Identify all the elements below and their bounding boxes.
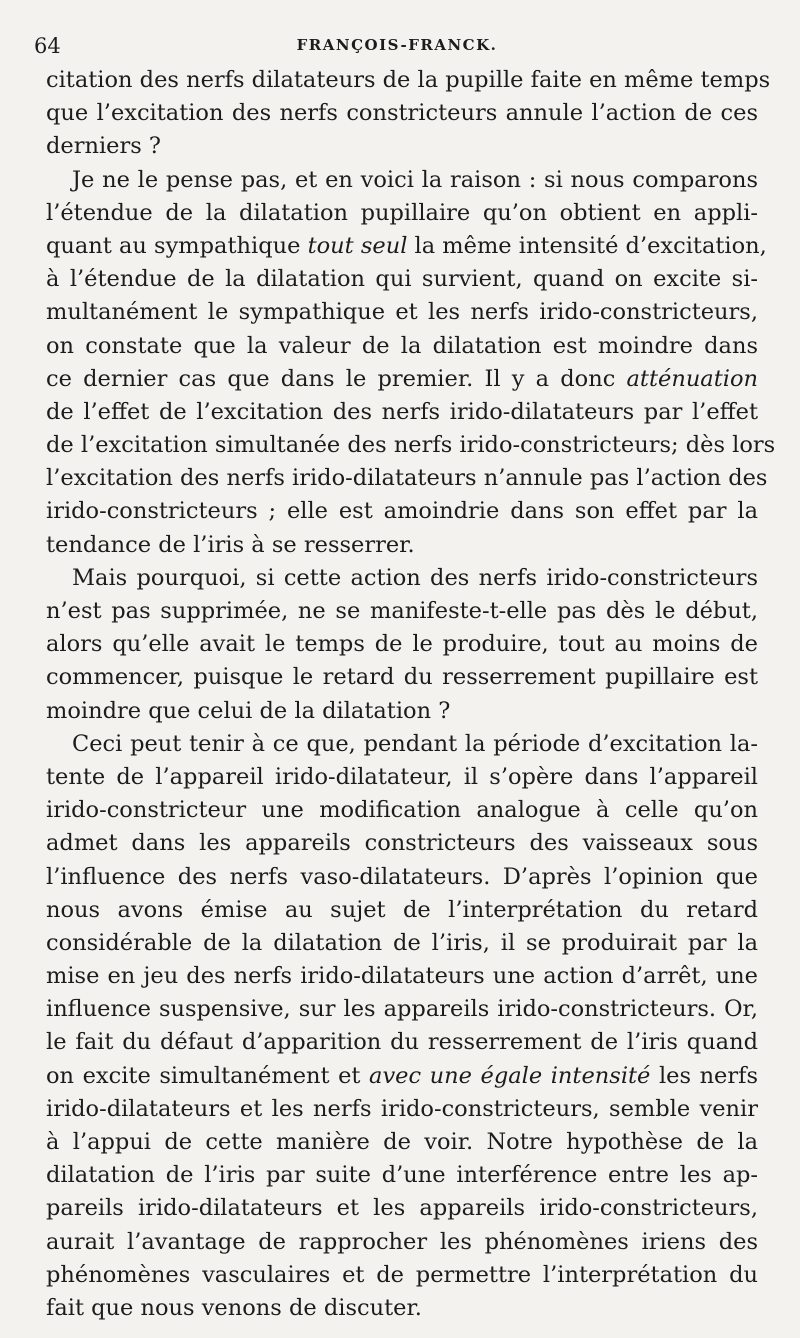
text-segment: la même intensité d’excitation, (407, 232, 767, 259)
text-line (46, 661, 758, 694)
text-line (46, 97, 758, 130)
text-segment: phénomènes vasculaires et de permettre l’interprétation du (46, 1261, 758, 1288)
text-segment: mise en jeu des nerfs irido-dilatateurs une action d’arrêt, une (46, 963, 758, 990)
text-line (46, 429, 776, 462)
text-line (46, 728, 758, 761)
text-segment: les nerfs (650, 1062, 759, 1089)
text-segment: le fait du défaut d’apparition du resserrement de l’iris quand (46, 1029, 758, 1056)
text-line (46, 827, 758, 860)
text-line (46, 1226, 758, 1259)
text-segment: Mais pourquoi, si cette action des nerfs irido-constricteurs (72, 564, 758, 591)
text-segment: citation des nerfs dilatateurs de la pupille faite en même temps (46, 67, 771, 93)
text-line (46, 1026, 758, 1059)
text-line (46, 761, 758, 794)
text-segment: moindre que celui de la dilatation ? (46, 697, 451, 724)
text-segment: tendance de l’iris à se resserrer. (46, 531, 415, 558)
text-segment: alors qu’elle avait le temps de le produire, tout au moins de (46, 631, 758, 658)
text-line (46, 562, 758, 595)
text-line (46, 363, 758, 396)
text-segment: on constate que la valeur de la dilatation est moindre dans (46, 332, 758, 359)
text-segment: commencer, puisque le retard du resserrement pupillaire est (46, 664, 758, 691)
text-segment: de l’effet de l’excitation des nerfs irido-dilatateurs par l’effet (46, 398, 758, 425)
text-segment: tente de l’appareil irido-dilatateur, il s’opère dans l’appareil (46, 763, 758, 790)
text-segment: irido-constricteurs ; elle est amoindrie dans son effet par la (46, 498, 758, 525)
page-header (34, 30, 760, 60)
text-line (46, 1126, 758, 1159)
text-line (46, 1093, 758, 1126)
paragraph (46, 164, 776, 562)
text-line (46, 197, 758, 230)
text-segment: dilatation de l’iris par suite d’une interférence entre les ap- (46, 1162, 758, 1189)
text-line (46, 1060, 758, 1093)
text-line (46, 993, 758, 1026)
italic-segment: atténuation (626, 365, 758, 392)
text-line (46, 960, 758, 993)
text-line (46, 495, 758, 528)
text-segment: multanément le sympathique et les nerfs irido-constricteurs, (46, 299, 758, 326)
body-text (46, 64, 776, 1325)
text-line (46, 296, 758, 329)
text-segment: admet dans les appareils constricteurs des vaisseaux sous (46, 830, 758, 857)
text-line (46, 130, 758, 163)
page-number: 64 (34, 34, 61, 58)
text-segment: à l’étendue de la dilatation qui survient, quand on excite si- (46, 266, 758, 293)
running-title: FRANÇOIS-FRANCK. (296, 36, 498, 54)
text-line (46, 927, 758, 960)
text-segment: l’étendue de la dilatation pupillaire qu’on obtient en appli- (46, 199, 758, 226)
text-segment: irido-constricteur une modification analogue à celle qu’on (46, 797, 758, 824)
text-segment: irido-dilatateurs et les nerfs irido-constricteurs, semble venir (46, 1095, 758, 1122)
text-segment: influence suspensive, sur les appareils irido-constricteurs. Or, (46, 996, 758, 1023)
text-segment: Je ne le pense pas, et en voici la raison : si nous comparons (72, 166, 758, 193)
text-line (46, 695, 758, 728)
text-segment: quant au sympathique (46, 232, 308, 259)
text-line (46, 330, 758, 363)
text-segment: considérable de la dilatation de l’iris, il se produirait par la (46, 929, 758, 956)
text-segment: nous avons émise au sujet de l’interprétation du retard (46, 896, 758, 923)
text-line (46, 64, 771, 97)
text-line (46, 1259, 758, 1292)
text-line (46, 595, 758, 628)
text-line (46, 230, 767, 263)
text-line (46, 628, 758, 661)
paragraph (46, 562, 758, 728)
text-line (46, 396, 758, 429)
text-line (46, 794, 758, 827)
text-segment: l’excitation des nerfs irido-dilatateurs n’annule pas l’action des (46, 465, 768, 492)
text-line (46, 1292, 758, 1325)
text-line (46, 1192, 758, 1225)
paragraph (46, 728, 758, 1325)
text-segment: derniers ? (46, 133, 161, 160)
text-segment: à l’appui de cette manière de voir. Notre hypothèse de la (46, 1129, 758, 1155)
text-segment: pareils irido-dilatateurs et les appareils irido-constricteurs, (46, 1195, 758, 1222)
text-segment: l’influence des nerfs vaso-dilatateurs. D’après l’opinion que (46, 863, 758, 890)
italic-segment: avec une égale intensité (369, 1062, 651, 1089)
text-segment: aurait l’avantage de rapprocher les phénomènes iriens des (46, 1228, 758, 1255)
text-segment: Ceci peut tenir à ce que, pendant la période d’excitation la- (72, 730, 758, 757)
text-segment: de l’excitation simultanée des nerfs irido-constricteurs; dès lors (46, 432, 776, 459)
text-line (46, 894, 758, 927)
text-segment: n’est pas supprimée, ne se manifeste-t-elle pas dès le début, (46, 598, 758, 624)
text-line (46, 861, 758, 894)
text-segment: fait que nous venons de discuter. (46, 1294, 422, 1321)
text-line (46, 529, 758, 562)
text-line (46, 164, 758, 197)
text-segment: que l’excitation des nerfs constricteurs annule l’action de ces (46, 100, 758, 127)
text-segment: ce dernier cas que dans le premier. Il y a donc (46, 365, 627, 392)
paragraph (46, 64, 771, 164)
text-line (46, 1159, 758, 1192)
text-line (46, 263, 758, 296)
italic-segment: tout seul (307, 232, 408, 259)
text-line (46, 462, 768, 495)
text-segment: on excite simultanément et (46, 1062, 370, 1089)
